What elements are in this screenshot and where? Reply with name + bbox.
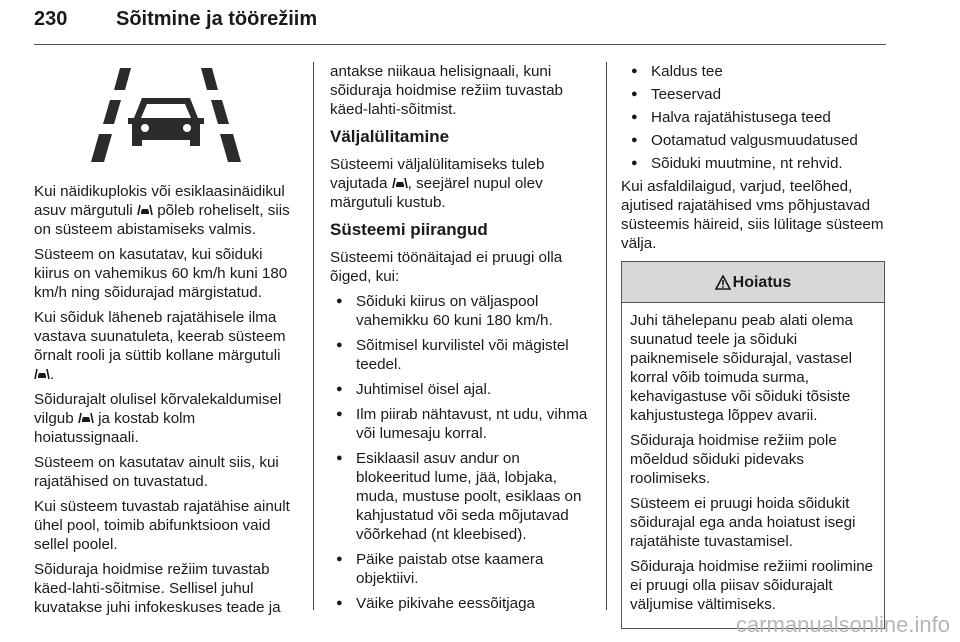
column-divider <box>313 62 314 610</box>
paragraph: Sõiduraja hoidmise režiimi roolimine ei pruugi olla piisav sõidurajalt väljumise vältimiseks. <box>630 558 874 613</box>
lane-keep-assist-icon <box>34 368 50 380</box>
lane-keep-illustration-icon <box>34 62 298 170</box>
paragraph: Sõiduraja hoidmise režiim pole mõeldud sõiduki pidevaks roolimiseks. <box>630 432 837 487</box>
list-item: ● Juhtimisel öisel ajal. <box>330 380 598 399</box>
list-item: ● Sõitmisel kurvilistel või mägistel teedel. <box>330 336 598 374</box>
page-header <box>34 6 886 45</box>
paragraph: Kui näidikuplokis või esiklaasinäidikul asuv märgutuli põleb roheliselt, siis on süsteem abistamiseks valmis. <box>34 183 290 238</box>
watermark: carmanualsonline.info <box>735 612 950 637</box>
paragraph: Süsteemi väljalülitamiseks tuleb vajutada , seejärel nupul olev märgutuli kustub. <box>330 156 545 211</box>
paragraph: Sõiduraja hoidmise režiim tuvastab käed-lahti-sõitmise. Sellisel juhul kuvatakse juhi infokeskuses teade ja <box>34 561 281 616</box>
column-1 <box>34 62 298 616</box>
column-2 <box>330 62 598 619</box>
list-item: ● Esiklaasil asuv andur on blokeeritud lume, jää, lobjaka, muda, mustuse poolt, esiklaas on kahjustatud või seda mõjutavad võõrkehad (nt kleebised). <box>330 449 598 544</box>
list-item: ● Teeservad <box>621 85 885 104</box>
chapter-title: Sõitmine ja töörežiim <box>116 8 318 30</box>
paragraph: Juhi tähelepanu peab alati olema suunatud teele ja sõiduki paiknemisele sõidurajal, vastasel korral võib toimuda surma, kehavigastuse või sõiduki tõsiste kahjustustega lõppev avarii. <box>630 312 853 424</box>
paragraph: Süsteem ei pruugi hoida sõidukit sõidurajal ega anda hoiatust isegi rajatähiste tuvastamisel. <box>630 495 856 550</box>
lane-keep-assist-icon <box>78 412 94 424</box>
list-item: ● Sõiduki kiirus on väljaspool vahemikku 60 kuni 180 km/h. <box>330 292 598 330</box>
list-item: ● Kaldus tee <box>621 62 885 81</box>
list-item: ● Ootamatud valgusmuudatused <box>621 131 885 150</box>
warning-triangle-icon <box>715 275 731 290</box>
list-item: ● Päike paistab otse kaamera objektiivi. <box>330 550 598 588</box>
column-3 <box>621 62 885 629</box>
paragraph: Süsteemi töönäitajad ei pruugi olla õiged, kui: <box>330 249 563 285</box>
paragraph: Kui asfaldilaigud, varjud, teelõhed, ajutised rajatähised vms põhjustavad süsteemis häireid, siis lülitage süsteem välja. <box>621 178 884 252</box>
paragraph: Süsteem on kasutatav ainult siis, kui rajatähised on tuvastatud. <box>34 454 279 490</box>
warning-header <box>622 262 884 303</box>
lane-keep-assist-icon <box>137 204 153 216</box>
lane-keep-assist-icon <box>392 177 408 189</box>
section-heading-off: Väljalülitamine <box>330 127 450 146</box>
column-divider <box>606 62 607 610</box>
paragraph: Kui sõiduk läheneb rajatähisele ilma vastava suunatuleta, keerab süsteem õrnalt rooli ja süttib kollane märgutuli . <box>34 309 286 383</box>
list-item: ● Ilm piirab nähtavust, nt udu, vihma või lumesaju korral. <box>330 405 598 443</box>
page-number: 230 <box>34 8 68 30</box>
section-heading-limits: Süsteemi piirangud <box>330 220 488 239</box>
list-item: ● Halva rajatähistusega teed <box>621 108 885 127</box>
warning-body <box>622 303 884 628</box>
warning-box <box>621 261 885 629</box>
limits-list <box>330 292 598 613</box>
paragraph: Kui süsteem tuvastab rajatähise ainult ühel pool, toimib abifunktsioon vaid sellel poolel. <box>34 498 290 553</box>
list-item: ● Sõiduki muutmine, nt rehvid. <box>621 154 885 173</box>
paragraph: Sõidurajalt olulisel kõrvalekaldumisel vilgub ja kostab kolm hoiatussignaali. <box>34 391 282 446</box>
list-item: ● Väike pikivahe eessõitjaga <box>330 594 598 613</box>
warning-title: Hoiatus <box>732 273 792 291</box>
paragraph: Süsteem on kasutatav, kui sõiduki kiirus on vahemikus 60 km/h kuni 180 km/h ning sõidurajad märgistatud. <box>34 246 288 301</box>
limits-list-cont <box>621 62 885 173</box>
paragraph: antakse niikaua helisignaali, kuni sõiduraja hoidmise režiim tuvastab käed-lahti-sõitmist. <box>330 63 563 118</box>
